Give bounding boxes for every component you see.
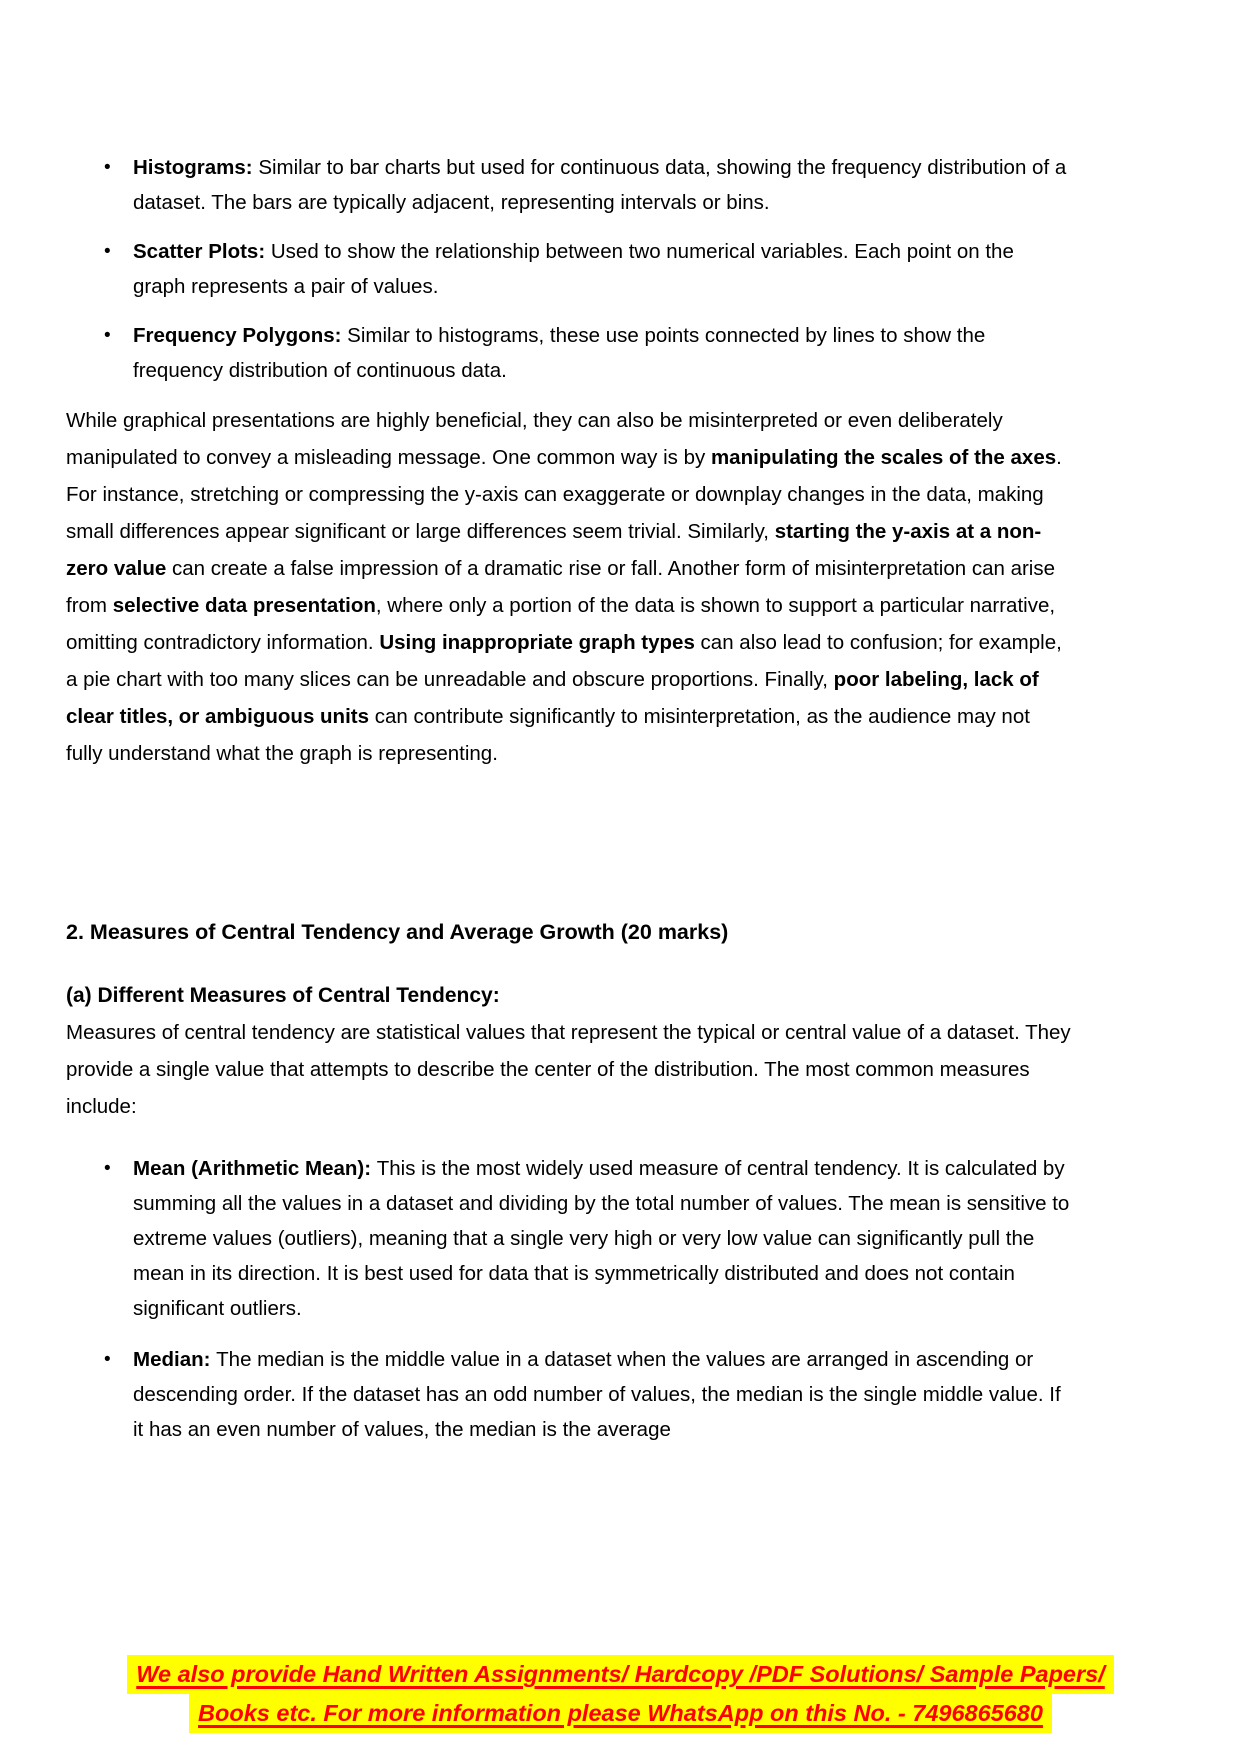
bold-text-segment: Scatter Plots: (133, 240, 271, 263)
bold-text-segment: starting the y-axis at a non-zero value (66, 520, 1042, 580)
bullet-item-scatter-plots (66, 234, 1071, 304)
document-content (66, 150, 1071, 1447)
graph-types-list (66, 150, 1071, 388)
text-segment: can also lead to confusion; for example, a pie chart with too many slices can be unreadable and obscure proportions. Finally, (66, 631, 1062, 691)
bold-text-segment: Mean (Arithmetic Mean): (133, 1157, 377, 1180)
text-segment: Similar to bar charts but used for continuous data, showing the frequency distribution of a dataset. The bars are typically adjacent, representing intervals or bins. (133, 156, 1067, 214)
footer-highlight-text: We also provide Hand Written Assignments/ Hardcopy /PDF Solutions/ Sample Papers/ (127, 1655, 1114, 1694)
misinterpretation-paragraph (66, 402, 1071, 772)
text-segment: can create a false impression of a dramatic rise or fall. Another form of misinterpretation can arise from (66, 557, 1056, 617)
footer-line-1 (0, 1655, 1241, 1694)
text-segment: The median is the middle value in a dataset when the values are arranged in ascending or descending order. If the dataset has an odd number of values, the median is the single middle value. If it has an even number of values, the median is the average (133, 1348, 1061, 1441)
footer-banner (0, 1655, 1241, 1733)
bullet-item-mean (66, 1151, 1071, 1326)
measures-list (66, 1151, 1071, 1447)
bold-text-segment: Median: (133, 1348, 217, 1371)
bold-text-segment: manipulating the scales of the axes (710, 446, 1057, 469)
text-segment: Similar to histograms, these use points connected by lines to show the frequency distribution of continuous data. (133, 324, 986, 382)
bold-text-segment: Frequency Polygons: (133, 324, 348, 347)
bold-text-segment: poor labeling, lack of clear titles, or ambiguous units (66, 668, 1039, 728)
text-segment: This is the most widely used measure of central tendency. It is calculated by summing all the values in a dataset and dividing by the total number of values. The mean is sensitive to extreme values (outliers), meaning that a single very high or very low value can significantly pull the mean in its direction. It is best used for data that is symmetrically distributed and does not contain significant outliers. (133, 1157, 1070, 1320)
text-segment: , where only a portion of the data is shown to support a particular narrative, omitting contradictory information. (66, 594, 1056, 654)
text-segment: . For instance, stretching or compressing the y-axis can exaggerate or downplay changes in the data, making small differences appear significant or large differences seem trivial. Similarly, (66, 446, 1062, 543)
bullet-item-histograms (66, 150, 1071, 220)
text-segment: Used to show the relationship between two numerical variables. Each point on the graph represents a pair of values. (133, 240, 1014, 298)
text-segment: can contribute significantly to misinterpretation, as the audience may not fully understand what the graph is representing. (66, 705, 1030, 765)
bold-text-segment: Using inappropriate graph types (379, 631, 695, 654)
footer-highlight-text: Books etc. For more information please WhatsApp on this No. - 7496865680 (189, 1694, 1052, 1733)
bullet-item-frequency-polygons (66, 318, 1071, 388)
text-segment: While graphical presentations are highly beneficial, they can also be misinterpreted or even deliberately manipulated to convey a misleading message. One common way is by (66, 409, 1003, 469)
footer-line-2 (0, 1694, 1241, 1733)
bold-text-segment: Histograms: (133, 156, 259, 179)
section-heading: 2. Measures of Central Tendency and Average Growth (20 marks) (66, 920, 729, 944)
subsection-intro: Measures of central tendency are statistical values that represent the typical or central value of a dataset. They provide a single value that attempts to describe the center of the distribution. The most common measures include: (66, 1021, 1071, 1118)
subsection-heading: (a) Different Measures of Central Tendency: (66, 984, 500, 1007)
bold-text-segment: selective data presentation (112, 594, 376, 617)
bullet-item-median (66, 1342, 1071, 1447)
